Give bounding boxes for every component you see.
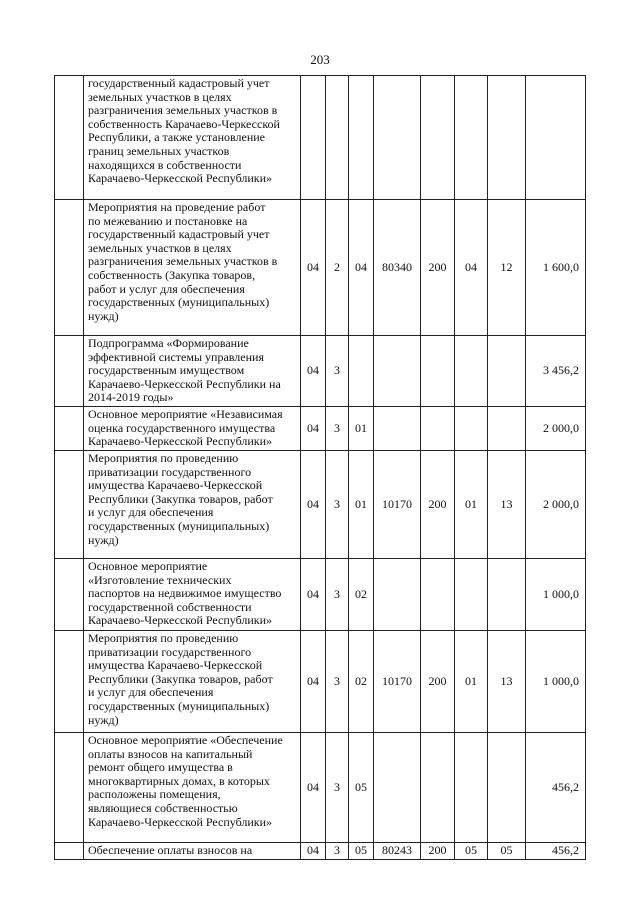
- amount-cell: 1 000,0: [526, 630, 586, 732]
- expense-type-code-cell: [421, 336, 455, 407]
- item-name-line: имущества Карачаево-Черкесской: [88, 478, 263, 493]
- item-name-line: Обеспечение оплаты взносов на: [88, 842, 253, 857]
- direction-code-cell: 10170: [374, 450, 421, 558]
- item-name-line: оплаты взносов на капитальный: [88, 746, 253, 761]
- section-code-cell: 04: [301, 732, 326, 842]
- item-name-line: Основное мероприятие «Обеспечение: [88, 732, 283, 747]
- budget-table: [54, 75, 586, 860]
- amount-cell: 3 456,2: [526, 336, 586, 407]
- item-name-line: границ земельных участков: [88, 143, 230, 158]
- amount-cell: 456,2: [526, 842, 586, 859]
- event-code-cell: [349, 76, 374, 200]
- item-name-line: собственность (Закупка товаров,: [88, 267, 256, 282]
- item-name-line: приватизации государственного: [88, 464, 252, 479]
- subdivision-code-cell: 12: [488, 200, 526, 336]
- subdivision-code-cell: 05: [488, 842, 526, 859]
- table-body: [55, 76, 586, 860]
- item-name-cell: [84, 842, 301, 859]
- event-code-cell: 04: [349, 200, 374, 336]
- amount-cell: 1 000,0: [526, 558, 586, 630]
- division-code-cell: 01: [455, 630, 488, 732]
- table-row: [55, 336, 586, 407]
- direction-code-cell: 10170: [374, 630, 421, 732]
- row-number-cell: [55, 76, 84, 200]
- event-code-cell: 05: [349, 842, 374, 859]
- row-number-cell: [55, 406, 84, 450]
- item-name-line: собственность Карачаево-Черкесской: [88, 116, 280, 131]
- item-name-line: нужд): [88, 308, 119, 323]
- item-name-line: Карачаево-Черкесской Республики»: [88, 171, 273, 186]
- item-name-line: по межеванию и постановке на: [88, 213, 248, 228]
- item-name-cell: [84, 336, 301, 407]
- event-code-cell: 05: [349, 732, 374, 842]
- item-name-line: государственных (муниципальных): [88, 518, 270, 533]
- item-name-line: 2014-2019 годы»: [88, 390, 174, 405]
- expense-type-code-cell: [421, 732, 455, 842]
- item-name-line: и услуг для обеспечения: [88, 505, 214, 520]
- table-row: [55, 450, 586, 558]
- section-code-cell: 04: [301, 200, 326, 336]
- expense-type-code-cell: 200: [421, 200, 455, 336]
- expense-type-code-cell: [421, 406, 455, 450]
- direction-code-cell: [374, 406, 421, 450]
- section-code-cell: 04: [301, 406, 326, 450]
- item-name-line: ремонт общего имущества в: [88, 760, 233, 775]
- section-code-cell: 04: [301, 450, 326, 558]
- division-code-cell: [455, 406, 488, 450]
- event-code-cell: 02: [349, 630, 374, 732]
- table-row: [55, 630, 586, 732]
- row-number-cell: [55, 558, 84, 630]
- direction-code-cell: [374, 558, 421, 630]
- item-name-line: Карачаево-Черкесской Республики на: [88, 376, 281, 391]
- table-row: [55, 732, 586, 842]
- item-name-line: многоквартирных домах, в которых: [88, 773, 270, 788]
- item-name-line: работ и услуг для обеспечения: [88, 281, 245, 296]
- subprogram-code-cell: 3: [326, 630, 349, 732]
- item-name-cell: [84, 450, 301, 558]
- item-name-cell: [84, 732, 301, 842]
- item-name-cell: [84, 76, 301, 200]
- subdivision-code-cell: [488, 336, 526, 407]
- item-name-cell: [84, 200, 301, 336]
- item-name-line: паспортов на недвижимое имущество: [88, 586, 282, 601]
- amount-cell: 2 000,0: [526, 406, 586, 450]
- subprogram-code-cell: 3: [326, 450, 349, 558]
- event-code-cell: 02: [349, 558, 374, 630]
- item-name-line: государственных (муниципальных): [88, 295, 270, 310]
- item-name-line: «Изготовление технических: [88, 572, 232, 587]
- amount-cell: 456,2: [526, 732, 586, 842]
- section-code-cell: 04: [301, 842, 326, 859]
- item-name-line: Карачаево-Черкесской Республики»: [88, 814, 273, 829]
- division-code-cell: 05: [455, 842, 488, 859]
- item-name-line: расположены помещения,: [88, 787, 221, 802]
- subprogram-code-cell: 3: [326, 732, 349, 842]
- item-name-line: и услуг для обеспечения: [88, 685, 214, 700]
- item-name-line: Подпрограмма «Формирование: [88, 336, 249, 350]
- division-code-cell: [455, 732, 488, 842]
- division-code-cell: 04: [455, 200, 488, 336]
- item-name-line: находящихся в собственности: [88, 157, 242, 172]
- item-name-line: оценка государственного имущества: [88, 420, 276, 435]
- section-code-cell: 04: [301, 336, 326, 407]
- expense-type-code-cell: 200: [421, 630, 455, 732]
- item-name-line: государственным имуществом: [88, 363, 245, 378]
- item-name-line: государственной собственности: [88, 599, 252, 614]
- item-name-cell: [84, 630, 301, 732]
- table-row: [55, 76, 586, 200]
- division-code-cell: [455, 558, 488, 630]
- subdivision-code-cell: 13: [488, 630, 526, 732]
- item-name-line: Основное мероприятие «Независимая: [88, 406, 283, 421]
- event-code-cell: 01: [349, 406, 374, 450]
- division-code-cell: [455, 336, 488, 407]
- item-name-line: Основное мероприятие: [88, 558, 208, 573]
- amount-cell: 1 600,0: [526, 200, 586, 336]
- item-name-cell: [84, 558, 301, 630]
- item-name-line: нужд): [88, 532, 119, 547]
- item-name-line: Мероприятия по проведению: [88, 630, 239, 645]
- table-row: [55, 406, 586, 450]
- event-code-cell: 01: [349, 450, 374, 558]
- division-code-cell: 01: [455, 450, 488, 558]
- item-name-line: приватизации государственного: [88, 644, 252, 659]
- expense-type-code-cell: [421, 558, 455, 630]
- item-name-line: Карачаево-Черкесской Республики»: [88, 434, 273, 449]
- subprogram-code-cell: 2: [326, 200, 349, 336]
- amount-cell: [526, 76, 586, 200]
- item-name-line: эффективной системы управления: [88, 349, 264, 364]
- item-name-line: являющиеся собственностью: [88, 800, 238, 815]
- row-number-cell: [55, 200, 84, 336]
- row-number-cell: [55, 450, 84, 558]
- page-number: 203: [310, 52, 330, 67]
- item-name-line: Мероприятия по проведению: [88, 450, 239, 465]
- row-number-cell: [55, 630, 84, 732]
- row-number-cell: [55, 732, 84, 842]
- subprogram-code-cell: 3: [326, 336, 349, 407]
- item-name-line: Мероприятия на проведение работ: [88, 200, 266, 214]
- table-row: [55, 200, 586, 336]
- section-code-cell: 04: [301, 558, 326, 630]
- item-name-line: государственный кадастровый учет: [88, 227, 270, 242]
- subdivision-code-cell: [488, 76, 526, 200]
- item-name-line: Карачаево-Черкесской Республики»: [88, 613, 273, 628]
- subdivision-code-cell: [488, 732, 526, 842]
- table-row: [55, 558, 586, 630]
- item-name-line: государственных (муниципальных): [88, 698, 270, 713]
- item-name-line: разграничения земельных участков в: [88, 103, 278, 118]
- item-name-cell: [84, 406, 301, 450]
- subprogram-code-cell: 3: [326, 406, 349, 450]
- section-code-cell: 04: [301, 630, 326, 732]
- subdivision-code-cell: [488, 406, 526, 450]
- direction-code-cell: [374, 732, 421, 842]
- item-name-line: земельных участков в целях: [88, 240, 232, 255]
- division-code-cell: [455, 76, 488, 200]
- direction-code-cell: [374, 76, 421, 200]
- expense-type-code-cell: 200: [421, 842, 455, 859]
- item-name-line: государственный кадастровый учет: [88, 76, 270, 90]
- subdivision-code-cell: 13: [488, 450, 526, 558]
- section-code-cell: [301, 76, 326, 200]
- amount-cell: 2 000,0: [526, 450, 586, 558]
- item-name-line: Республики, а также установление: [88, 130, 265, 145]
- direction-code-cell: [374, 336, 421, 407]
- direction-code-cell: 80243: [374, 842, 421, 859]
- direction-code-cell: 80340: [374, 200, 421, 336]
- item-name-line: Республики (Закупка товаров, работ: [88, 491, 273, 506]
- subprogram-code-cell: [326, 76, 349, 200]
- table-row: [55, 842, 586, 859]
- item-name-line: разграничения земельных участков в: [88, 254, 278, 269]
- row-number-cell: [55, 842, 84, 859]
- item-name-line: Республики (Закупка товаров, работ: [88, 671, 273, 686]
- expense-type-code-cell: 200: [421, 450, 455, 558]
- item-name-line: земельных участков в целях: [88, 89, 232, 104]
- row-number-cell: [55, 336, 84, 407]
- subdivision-code-cell: [488, 558, 526, 630]
- item-name-line: нужд): [88, 712, 119, 727]
- subprogram-code-cell: 3: [326, 842, 349, 859]
- subprogram-code-cell: 3: [326, 558, 349, 630]
- item-name-line: имущества Карачаево-Черкесской: [88, 658, 263, 673]
- event-code-cell: [349, 336, 374, 407]
- expense-type-code-cell: [421, 76, 455, 200]
